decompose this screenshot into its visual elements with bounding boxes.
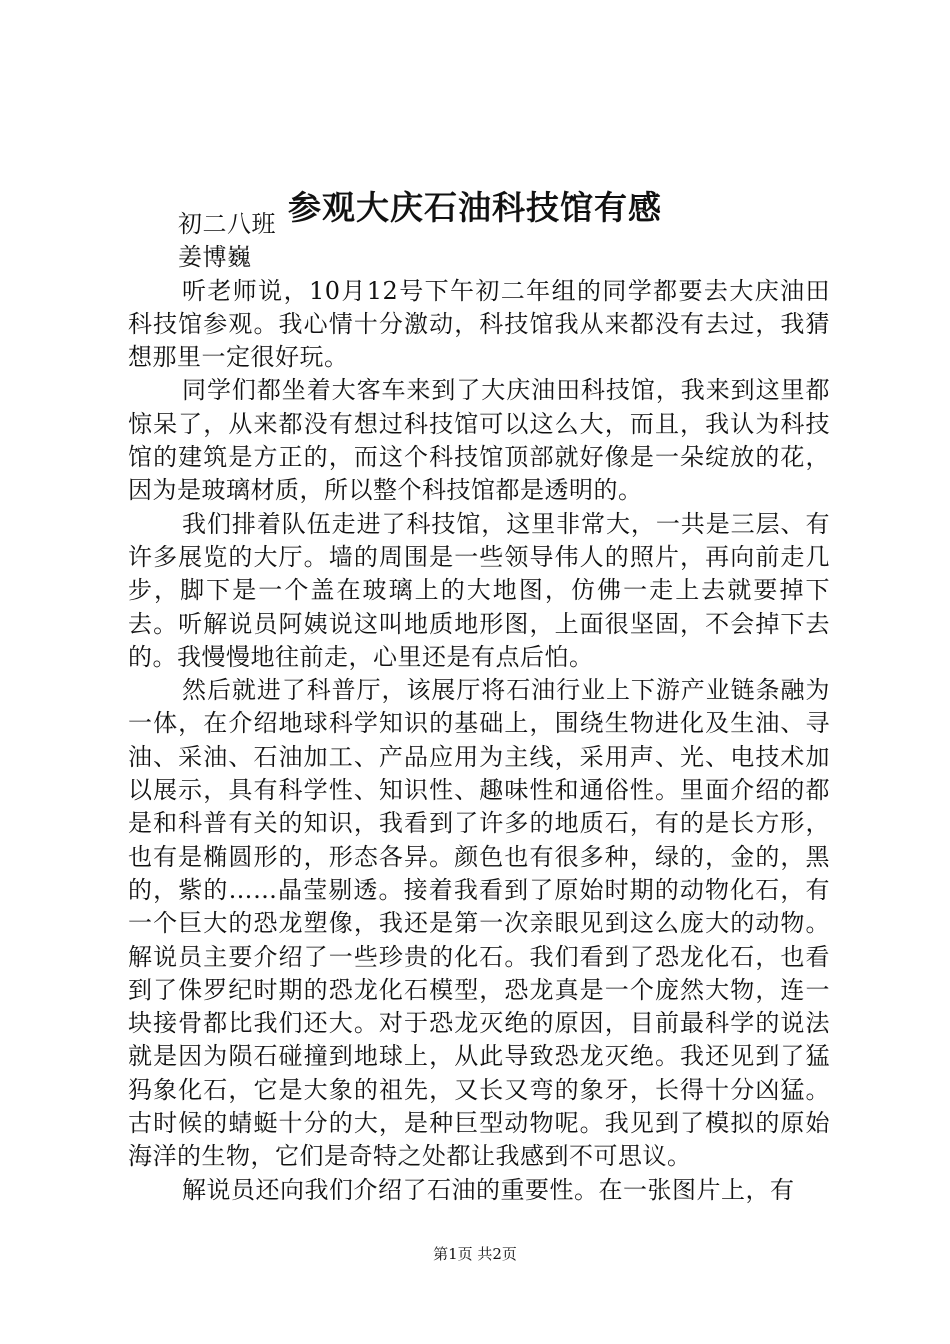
class-name: 初二八班	[178, 210, 276, 238]
paragraph: 然后就进了科普厅，该展厅将石油行业上下游产业链条融为一体，在介绍地球科学知识的基础上，围绕生物进化及生油、寻油、采油、石油加工、产品应用为主线，采用声、光、电技术加以展示，具有科学性、知识性、趣味性和通俗性。里面介绍的都是和科普有关的知识，我看到了许多的地质石，有的是长方形，也有是椭圆形的，形态各异。颜色也有很多种，绿的，金的，黑的，紫的……晶莹剔透。接着我看到了原始时期的动物化石，有一个巨大的恐龙塑像，我还是第一次亲眼见到这么庞大的动物。解说员主要介绍了一些珍贵的化石。我们看到了恐龙化石，也看到了侏罗纪时期的恐龙化石模型，恐龙真是一个庞然大物，连一块接骨都比我们还大。对于恐龙灭绝的原因，目前最科学的说法就是因为陨石碰撞到地球上，从此导致恐龙灭绝。我还见到了猛犸象化石，它是大象的祖先，又长又弯的象牙，长得十分凶猛。古时候的蜻蜓十分的大，是种巨型动物呢。我见到了模拟的原始海洋的生物，它们是奇特之处都让我感到不可思议。	[128, 676, 830, 1171]
page-number-footer: 第1页 共2页	[433, 1245, 517, 1263]
paragraph: 解说员还向我们介绍了石油的重要性。在一张图片上，有	[182, 1175, 795, 1204]
document-body	[128, 208, 830, 1207]
paragraph: 我们排着队伍走进了科技馆，这里非常大，一共是三层、有许多展览的大厅。墙的周围是一些领导伟人的照片，再向前走几步，脚下是一个盖在玻璃上的大地图，仿佛一走上去就要掉下去。听解说员阿姨说这叫地质地形图，上面很坚固，不会掉下去的。我慢慢地往前走，心里还是有点后怕。	[128, 509, 830, 671]
author-name: 姜博巍	[178, 243, 252, 272]
document-title: 参观大庆石油科技馆有感	[288, 188, 662, 227]
paragraph: 听老师说，10月12号下午初二年组的同学都要去大庆油田科技馆参观。我心情十分激动，科技馆我从来都没有去过，我猜想那里一定很好玩。	[128, 276, 830, 372]
paragraph: 同学们都坐着大客车来到了大庆油田科技馆，我来到这里都惊呆了，从来都没有想过科技馆可以这么大，而且，我认为科技馆的建筑是方正的，而这个科技馆顶部就好像是一朵绽放的花，因为是玻璃材质，所以整个科技馆都是透明的。	[128, 376, 830, 505]
